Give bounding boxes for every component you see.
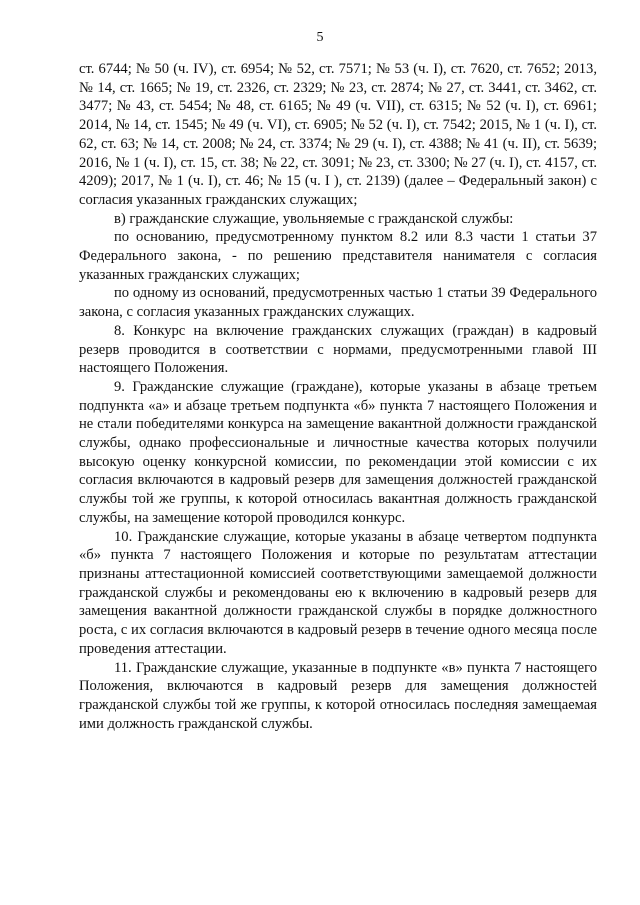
- paragraph-subitem-v: в) гражданские служащие, увольняемые с гражданской службы:: [114, 210, 514, 227]
- paragraph-item-8: 8. Конкурс на включение гражданских служащих (граждан) в кадровый резерв проводится в соответствии с нормами, предусмотренными главой III настоящего Положения.: [79, 322, 597, 377]
- page-number: 5: [316, 30, 324, 45]
- paragraph-item-10: 10. Гражданские служащие, которые указаны в абзаце четвертом подпункта «б» пункта 7 настоящего Положения и которые по результатам аттестации признаны аттестационной комиссией соответствующими замещаемой должности гражданской службы и рекомендованы ею к включению в кадровый резерв для замещения вакантной должности гражданской службы в порядке должностного роста, с их согласия включаются в кадровый резерв в течение одного месяца после проведения аттестации.: [79, 528, 597, 657]
- paragraph-item-9: 9. Гражданские служащие (граждане), которые указаны в абзаце третьем подпункта «а» и абзаце третьем подпункта «б» пункта 7 настоящего Положения и не стали победителями конкурса на замещение вакантной должности гражданской службы, однако профессиональные и личностные качества которых получили высокую оценку конкурсной комиссии, по рекомендации этой комиссии с их согласия включаются в кадровый резерв для замещения должностей гражданской службы той же группы, к которой относилась вакантная должность гражданской службы, на замещение которой проводился конкурс.: [79, 378, 597, 526]
- paragraph-citation-continuation: ст. 6744; № 50 (ч. IV), ст. 6954; № 52, ст. 7571; № 53 (ч. I), ст. 7620, ст. 7652; 2013, № 14, ст. 1665; № 19, ст. 2326, ст. 2329; № 23, ст. 2874; № 27, ст. 3441, ст. 3462, ст. 3477; № 43, ст. 5454; № 48, ст. 6165; № 49 (ч. VII), ст. 6315; № 52 (ч. I), ст. 6961; 2014, № 14, ст. 1545; № 49 (ч. VI), ст. 6905; № 52 (ч. I), ст. 7542; 2015, № 1 (ч. I), ст. 62, ст. 63; № 14, ст. 2008; № 24, ст. 3374; № 29 (ч. I), ст. 4388; № 41 (ч. II), ст. 5639; 2016, № 1 (ч. I), ст. 15, ст. 38; № 22, ст. 3091; № 23, ст. 3300; № 27 (ч. I), ст. 4157, ст. 4209); 2017, № 1 (ч. I), ст. 46; № 15 (ч. I ), ст. 2139) (далее – Федеральный закон) с согласия указанных гражданских служащих;: [79, 61, 597, 208]
- paragraph-item-11: 11. Гражданские служащие, указанные в подпункте «в» пункта 7 настоящего Положения, включаются в кадровый резерв для замещения должностей гражданской службы той же группы, к которой относилась последняя замещаемая ими должность гражданской службы.: [79, 659, 597, 732]
- paragraph-ground-8-2: по основанию, предусмотренному пунктом 8.2 или 8.3 части 1 статьи 37 Федерального закона, - по решению представителя нанимателя с согласия указанных гражданских служащих;: [79, 229, 597, 283]
- paragraph-ground-39: по одному из оснований, предусмотренных частью 1 статьи 39 Федерального закона, с согласия указанных гражданских служащих.: [79, 285, 597, 321]
- document-body: [79, 60, 597, 733]
